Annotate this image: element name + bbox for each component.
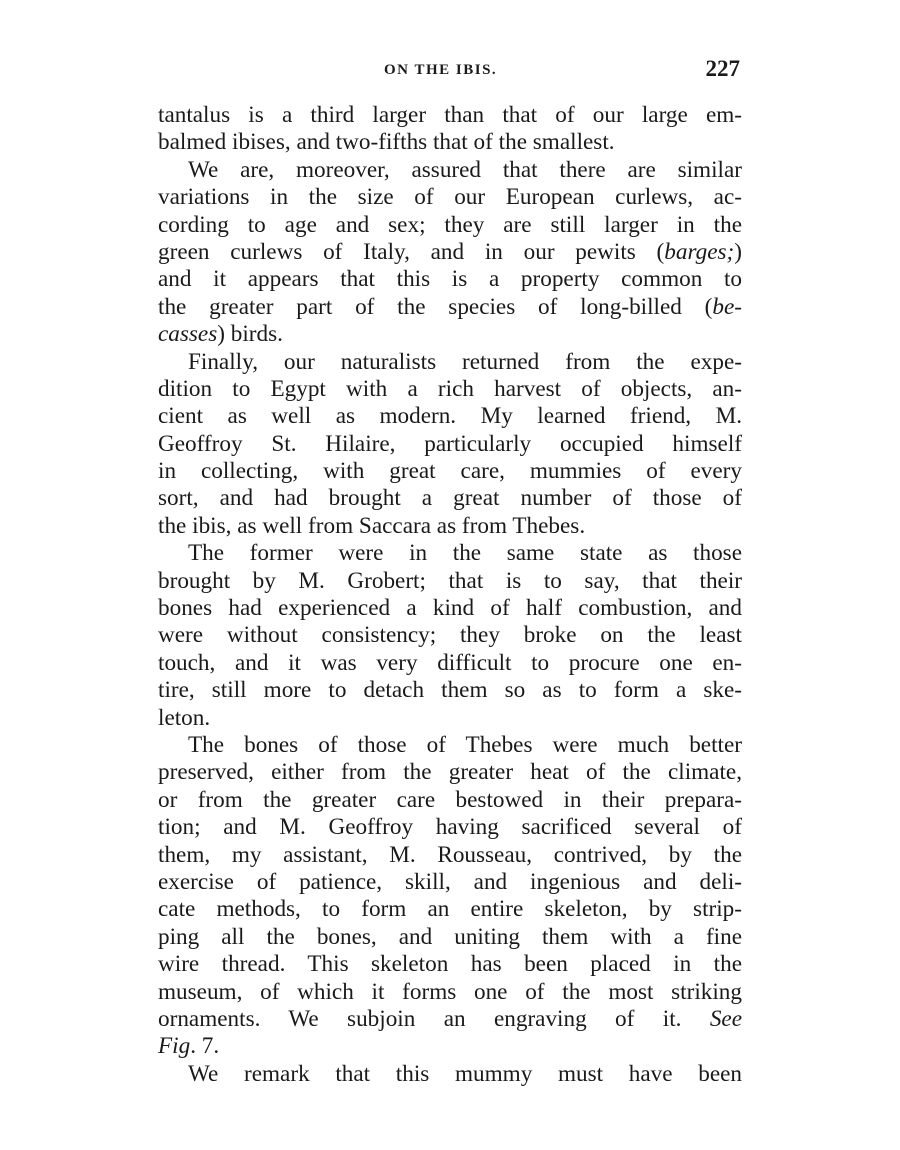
- body-text: [158, 102, 742, 1088]
- text-segment: brought by M. Grobert; that is to say, that their: [158, 567, 742, 594]
- text-line: [158, 102, 742, 129]
- text-line: [158, 321, 742, 348]
- text-segment: ): [734, 238, 742, 265]
- text-line: [158, 458, 742, 485]
- text-line: [158, 431, 742, 458]
- text-line: [158, 568, 742, 595]
- text-segment: Geoffroy St. Hilaire, particularly occupied himself: [158, 430, 742, 457]
- text-segment: were without consistency; they broke on the least: [158, 622, 742, 649]
- text-segment: The bones of those of Thebes were much better: [188, 731, 742, 758]
- text-line: [158, 814, 742, 841]
- text-line: [158, 1061, 742, 1088]
- text-segment: wire thread. This skeleton has been placed in the: [158, 951, 742, 978]
- text-line: [158, 349, 742, 376]
- text-line: [158, 540, 742, 567]
- text-segment: exercise of patience, skill, and ingenious and deli-: [158, 868, 742, 895]
- text-line: [158, 266, 742, 293]
- text-segment: tantalus is a third larger than that of our large em-: [158, 102, 742, 128]
- text-segment: touch, and it was very difficult to procure one en-: [158, 649, 742, 676]
- running-head: [158, 56, 742, 88]
- text-line: [158, 129, 742, 156]
- text-line: [158, 294, 742, 321]
- text-segment: tion; and M. Geoffroy having sacrificed several of: [158, 814, 742, 841]
- text-segment: bones had experienced a kind of half combustion, and: [158, 595, 742, 622]
- text-line: [158, 1033, 742, 1060]
- italic-text: casses: [158, 321, 218, 348]
- text-line: [158, 951, 742, 978]
- text-line: [158, 787, 742, 814]
- italic-text: Fig: [158, 1033, 191, 1060]
- text-line: [158, 184, 742, 211]
- text-line: [158, 759, 742, 786]
- text-segment: We remark that this mummy must have been: [188, 1060, 742, 1087]
- text-segment: ornaments. We subjoin an engraving of it.: [158, 1005, 710, 1032]
- text-segment: preserved, either from the greater heat of the climate,: [158, 759, 742, 786]
- text-line: [158, 705, 742, 732]
- text-segment: cording to age and sex; they are still larger in the: [158, 211, 742, 238]
- text-segment: The former were in the same state as those: [188, 540, 742, 567]
- italic-text: be-: [712, 293, 742, 320]
- page-number: 227: [705, 56, 740, 81]
- text-line: [158, 842, 742, 869]
- text-segment: tire, still more to detach them so as to form a ske-: [158, 677, 742, 704]
- text-segment: leton.: [158, 704, 211, 731]
- text-line: [158, 732, 742, 759]
- text-segment: balmed ibises, and two-fifths that of the smallest.: [158, 129, 615, 156]
- text-segment: sort, and had brought a great number of those of: [158, 485, 742, 512]
- text-segment: cate methods, to form an entire skeleton, by strip-: [158, 896, 742, 923]
- text-line: [158, 677, 742, 704]
- text-segment: or from the greater care bestowed in their prepara-: [158, 786, 742, 813]
- text-segment: green curlews of Italy, and in our pewits (: [158, 238, 665, 265]
- text-line: [158, 924, 742, 951]
- running-head-title: ON THE IBIS.: [384, 62, 498, 78]
- text-line: [158, 896, 742, 923]
- text-line: [158, 595, 742, 622]
- text-line: [158, 157, 742, 184]
- text-segment: . 7.: [190, 1033, 220, 1060]
- text-segment: the ibis, as well from Saccara as from Thebes.: [158, 512, 586, 539]
- text-segment: museum, of which it forms one of the most striking: [158, 978, 742, 1005]
- text-line: [158, 650, 742, 677]
- text-line: [158, 239, 742, 266]
- italic-text: barges;: [664, 238, 735, 265]
- text-line: [158, 513, 742, 540]
- text-segment: in collecting, with great care, mummies of every: [158, 458, 742, 485]
- text-segment: ) birds.: [217, 321, 283, 348]
- text-segment: We are, moreover, assured that there are similar: [188, 156, 742, 183]
- text-segment: dition to Egypt with a rich harvest of objects, an-: [158, 375, 742, 402]
- text-line: [158, 869, 742, 896]
- text-line: [158, 979, 742, 1006]
- text-line: [158, 485, 742, 512]
- text-line: [158, 212, 742, 239]
- text-line: [158, 403, 742, 430]
- text-line: [158, 622, 742, 649]
- text-line: [158, 376, 742, 403]
- text-segment: and it appears that this is a property common to: [158, 266, 742, 293]
- text-segment: them, my assistant, M. Rousseau, contrived, by the: [158, 841, 742, 868]
- text-segment: ping all the bones, and uniting them with a fine: [158, 923, 742, 950]
- text-line: [158, 1006, 742, 1033]
- text-segment: cient as well as modern. My learned friend, M.: [158, 403, 742, 430]
- text-segment: variations in the size of our European curlews, ac-: [158, 184, 742, 211]
- text-segment: the greater part of the species of long-billed (: [158, 293, 713, 320]
- italic-text: See: [709, 1005, 742, 1032]
- text-segment: Finally, our naturalists returned from the expe-: [188, 348, 742, 375]
